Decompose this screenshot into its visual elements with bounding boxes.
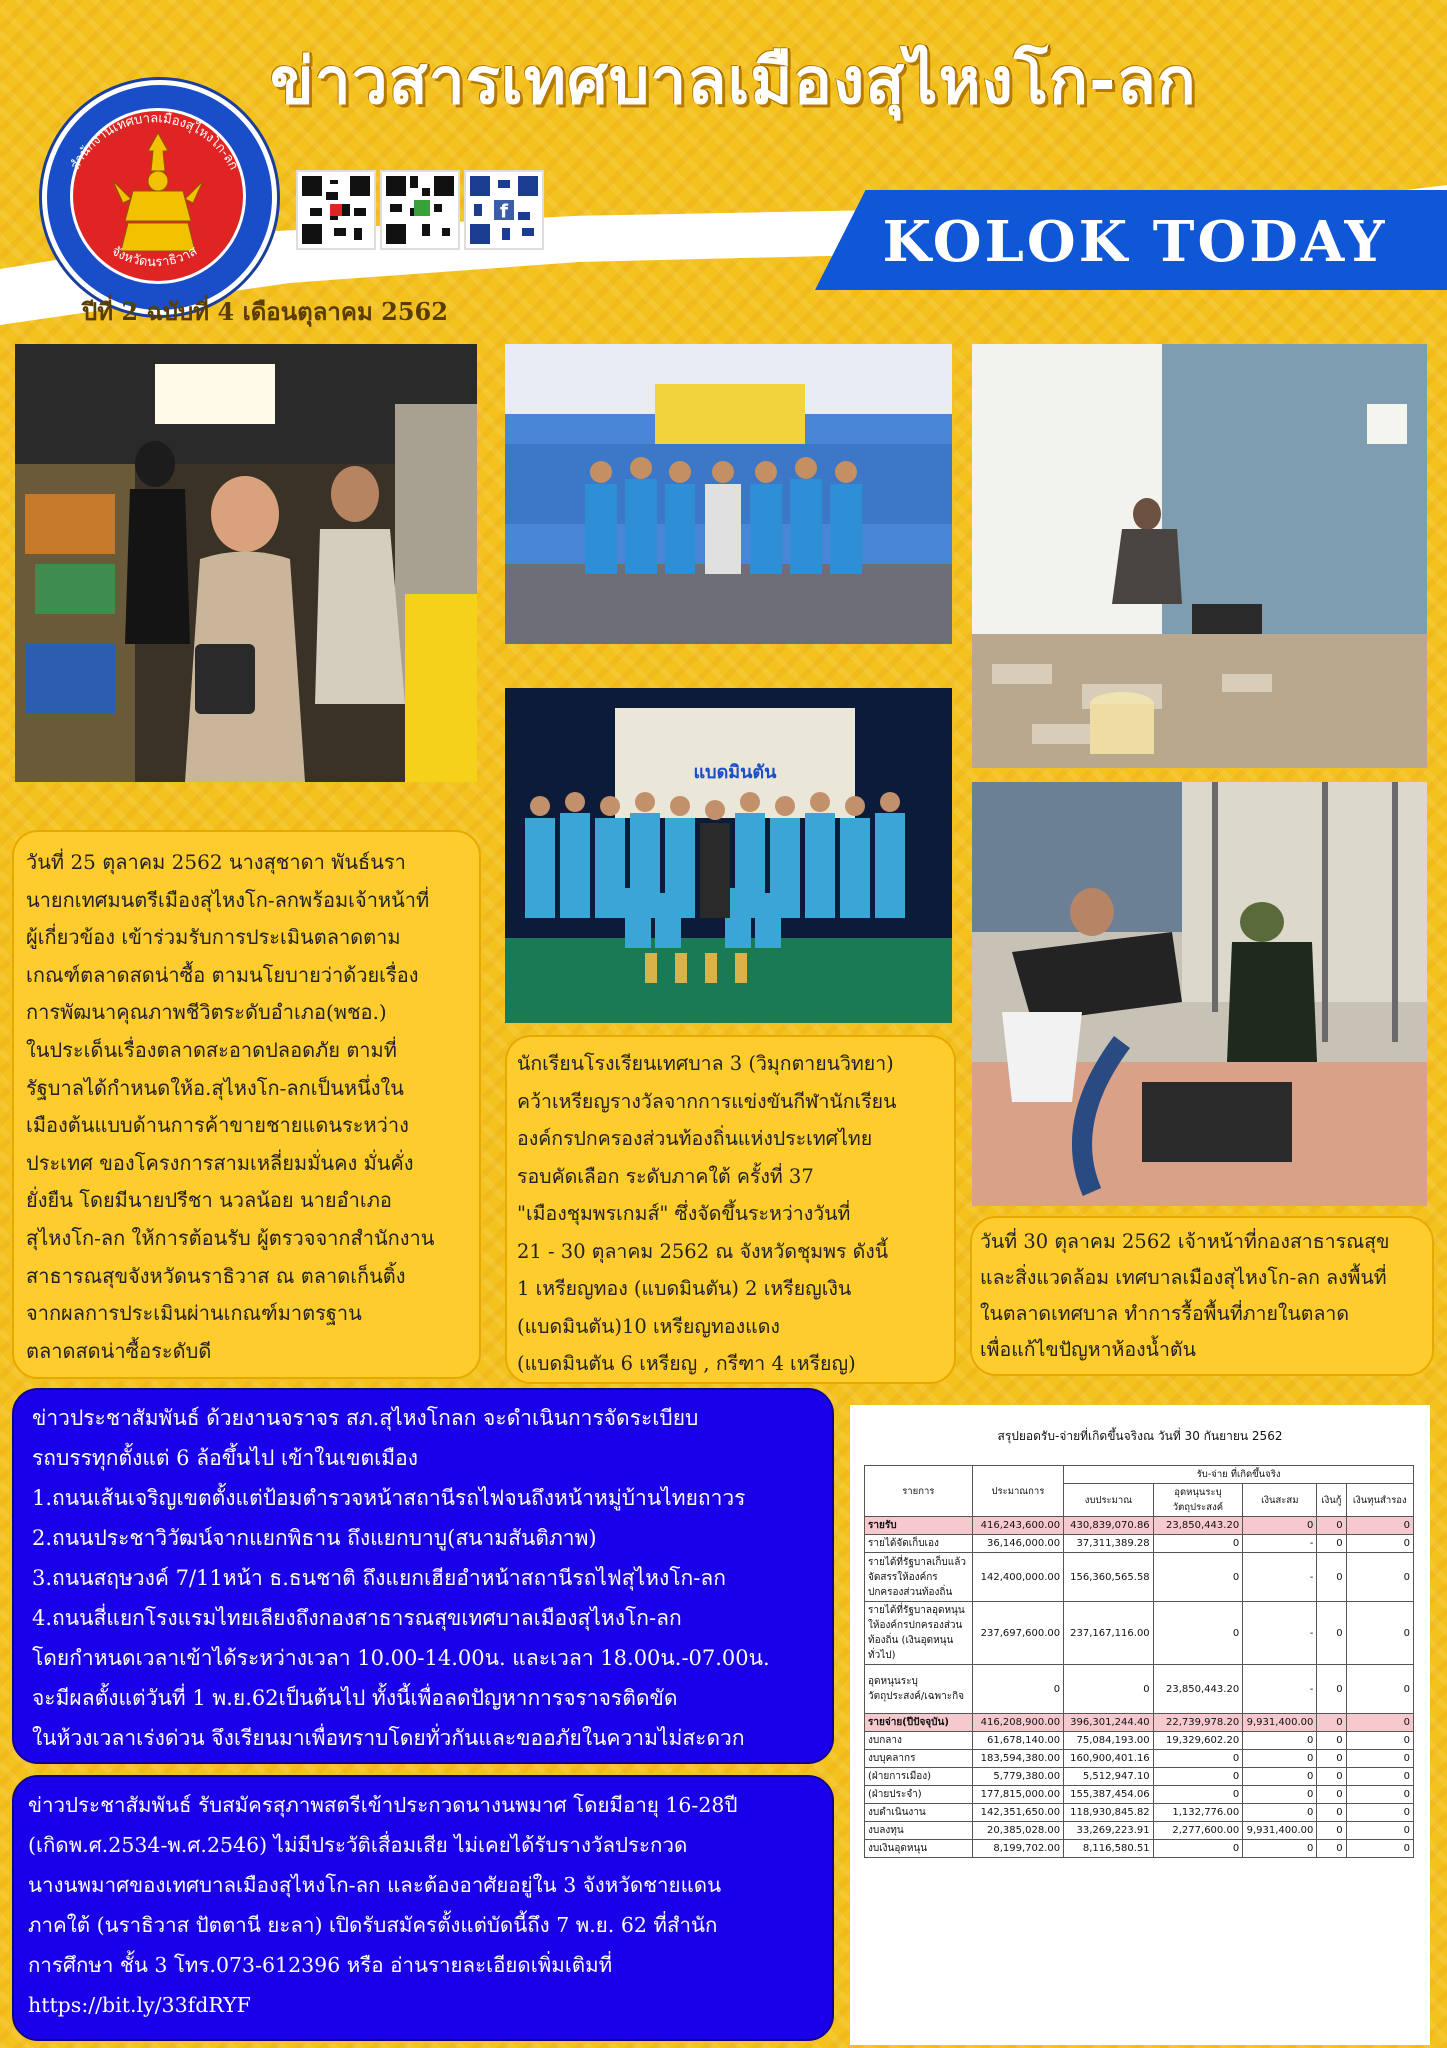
col-estimate: ประมาณการ bbox=[972, 1466, 1064, 1517]
qr-line[interactable] bbox=[380, 170, 460, 250]
cell-value: 142,400,000.00 bbox=[972, 1553, 1064, 1602]
cell-value: 33,269,223.91 bbox=[1064, 1822, 1154, 1840]
svg-text:สำนักงานเทศบาลเมืองสุไหงโก-ลก bbox=[68, 111, 241, 173]
table-row bbox=[865, 1804, 1414, 1822]
market-line: วันที่ 25 ตุลาคม 2562 นางสุชาดา พันธ์นรา bbox=[26, 850, 406, 874]
cell-value: 0 bbox=[1346, 1553, 1413, 1602]
qr-website[interactable] bbox=[296, 170, 376, 250]
traffic-line: 1.ถนนเส้นเจริญเขตตั้งแต่ป้อมตำรวจหน้าสถานีรถไฟจนถึงหน้าหมู่บ้านไทยถาวร bbox=[32, 1486, 746, 1510]
badminton-line: นักเรียนโรงเรียนเทศบาล 3 (วิมุกตายนวิทยา) bbox=[517, 1052, 894, 1075]
page-title: ข่าวสารเทศบาลเมืองสุไหงโก-ลก bbox=[270, 45, 1197, 119]
cell-value: 0 bbox=[1153, 1553, 1243, 1602]
cell-value: 142,351,650.00 bbox=[972, 1804, 1064, 1822]
pageant-line: นางนพมาศของเทศบาลเมืองสุไหงโก-ลก และต้องอาศัยอยู่ใน 3 จังหวัดชายแดน bbox=[28, 1873, 722, 1897]
badminton-line: (แบดมินตัน)10 เหรียญทองแดง bbox=[517, 1314, 780, 1338]
row-label: รายรับ bbox=[865, 1517, 973, 1535]
cell-value: 160,900,401.16 bbox=[1064, 1750, 1154, 1768]
cell-value: 0 bbox=[1153, 1750, 1243, 1768]
table-row bbox=[865, 1714, 1414, 1732]
market-article bbox=[12, 830, 481, 1379]
cell-value: 416,243,600.00 bbox=[972, 1517, 1064, 1535]
market-line: ยั่งยืน โดยมีนายปรีชา นวลน้อย นายอำเภอ bbox=[26, 1188, 392, 1213]
traffic-line: 4.ถนนสี่แยกโรงแรมไทยเลียงถึงกองสาธารณสุขเทศบาลเมืองสุไหงโก-ลก bbox=[32, 1606, 682, 1630]
cell-value: 0 bbox=[1346, 1750, 1413, 1768]
table-row bbox=[865, 1840, 1414, 1858]
finance-summary bbox=[850, 1405, 1430, 2045]
market-line: จากผลการประเมินผ่านเกณฑ์มาตรฐาน bbox=[26, 1301, 362, 1326]
cell-value: 0 bbox=[1243, 1732, 1317, 1750]
cell-value: 0 bbox=[1243, 1786, 1317, 1804]
issue-info: ปีที่ 2 ฉบับที่ 4 เดือนตุลาคม 2562 bbox=[82, 297, 448, 326]
cell-value: - bbox=[1243, 1665, 1317, 1714]
svg-text:จังหวัดนราธิวาส bbox=[109, 244, 200, 270]
row-label: รายได้ที่รัฐบาลอุดหนุนให้องค์กรปกครองส่วนท้องถิ่น (เงินอุดหนุนทั่วไป) bbox=[865, 1602, 973, 1665]
cell-value: 155,387,454.06 bbox=[1064, 1786, 1154, 1804]
market-line: เกณฑ์ตลาดสดน่าซื้อ ตามนโยบายว่าด้วยเรื่อง bbox=[26, 962, 419, 987]
cell-value: 177,815,000.00 bbox=[972, 1786, 1064, 1804]
cell-value: 37,311,389.28 bbox=[1064, 1535, 1154, 1553]
pageant-line: ข่าวประชาสัมพันธ์ รับสมัครสุภาพสตรีเข้าประกวดนางนพมาศ โดยมีอายุ 16-28ปี bbox=[28, 1793, 738, 1817]
pageant-announcement bbox=[12, 1775, 834, 2041]
cell-value: 0 bbox=[1317, 1822, 1346, 1840]
cell-value: 430,839,070.86 bbox=[1064, 1517, 1154, 1535]
seal-bottom-text: จังหวัดนราธิวาส bbox=[108, 243, 201, 271]
row-label: รายจ่าย(ปีปัจจุบัน) bbox=[865, 1714, 973, 1732]
cell-value: 237,697,600.00 bbox=[972, 1602, 1064, 1665]
pageant-line: https://bit.ly/33fdRYF bbox=[28, 1993, 251, 2017]
cell-value: 8,116,580.51 bbox=[1064, 1840, 1154, 1858]
cell-value: 22,739,978.20 bbox=[1153, 1714, 1243, 1732]
cell-value: 36,146,000.00 bbox=[972, 1535, 1064, 1553]
market-line: ในประเด็นเรื่องตลาดสะอาดปลอดภัย ตามที่ bbox=[26, 1037, 397, 1062]
row-label: รายได้จัดเก็บเอง bbox=[865, 1535, 973, 1553]
cell-value: 0 bbox=[1346, 1822, 1413, 1840]
cell-value: 0 bbox=[1346, 1732, 1413, 1750]
cell-value: 0 bbox=[1346, 1517, 1413, 1535]
cell-value: 0 bbox=[1346, 1714, 1413, 1732]
toilet-line: เพื่อแก้ไขปัญหาห้องน้ำตัน bbox=[980, 1338, 1196, 1361]
col-budget: งบประมาณ bbox=[1064, 1484, 1154, 1517]
team-photo bbox=[505, 688, 952, 1023]
badminton-line: คว้าเหรียญรางวัลจากการแข่งขันกีฬานักเรียน bbox=[517, 1089, 897, 1113]
market-line: รัฐบาลได้กำหนดให้อ.สุไหงโก-ลกเป็นหนึ่งใน bbox=[26, 1075, 404, 1100]
seal-top-text: สำนักงานเทศบาลเมืองสุไหงโก-ลก bbox=[67, 111, 242, 173]
cell-value: 0 bbox=[1346, 1665, 1413, 1714]
cell-value: 0 bbox=[1317, 1732, 1346, 1750]
badminton-line: รอบคัดเลือก ระดับภาคใต้ ครั้งที่ 37 bbox=[517, 1164, 814, 1188]
row-label: (ฝ่ายการเมือง) bbox=[865, 1768, 973, 1786]
finance-table bbox=[864, 1465, 1414, 1858]
table-row bbox=[865, 1732, 1414, 1750]
cell-value: 23,850,443.20 bbox=[1153, 1517, 1243, 1535]
cell-value: 1,132,776.00 bbox=[1153, 1804, 1243, 1822]
col-reserve: เงินทุนสำรอง bbox=[1346, 1484, 1413, 1517]
cell-value: 0 bbox=[1317, 1804, 1346, 1822]
traffic-line: 2.ถนนประชาวิวัฒน์จากแยกพิธาน ถึงแยกบาบู(สนามสันติภาพ) bbox=[32, 1526, 597, 1550]
toilet-line: ในตลาดเทศบาล ทำการรื้อพื้นที่ภายในตลาด bbox=[980, 1302, 1350, 1325]
cell-value: 9,931,400.00 bbox=[1243, 1714, 1317, 1732]
row-label: (ฝ่ายประจำ) bbox=[865, 1786, 973, 1804]
table-row bbox=[865, 1602, 1414, 1665]
cell-value: 0 bbox=[1346, 1840, 1413, 1858]
finance-title: สรุปยอดรับ-จ่ายที่เกิดขึ้นจริงณ วันที่ 30 กันยายน 2562 bbox=[997, 1429, 1283, 1443]
traffic-line: ในห้วงเวลาเร่งด่วน จึงเรียนมาเพื่อทราบโดยทั่วกันและขออภัยในความไม่สะดวก bbox=[32, 1726, 745, 1750]
badminton-line: "เมืองชุมพรเกมส์" ซึ่งจัดขึ้นระหว่างวันที่ bbox=[517, 1202, 851, 1225]
market-line: ผู้เกี่ยวข้อง เข้าร่วมรับการประเมินตลาดตาม bbox=[26, 925, 401, 950]
cell-value: 0 bbox=[1346, 1768, 1413, 1786]
qr-facebook[interactable] bbox=[464, 170, 544, 250]
pageant-line: (เกิดพ.ศ.2534-พ.ศ.2546) ไม่มีประวัติเสื่อมเสีย ไม่เคยได้รับรางวัลประกวด bbox=[28, 1833, 688, 1857]
badminton-article bbox=[505, 1035, 956, 1384]
cell-value: 156,360,565.58 bbox=[1064, 1553, 1154, 1602]
traffic-announcement bbox=[12, 1388, 834, 1764]
cell-value: 0 bbox=[1317, 1840, 1346, 1858]
cell-value: 0 bbox=[1317, 1553, 1346, 1602]
badminton-line: องค์กรปกครองส่วนท้องถิ่นแห่งประเทศไทย bbox=[517, 1127, 873, 1150]
row-label: งบกลาง bbox=[865, 1732, 973, 1750]
english-title: KOLOK TODAY bbox=[882, 209, 1388, 275]
cell-value: 0 bbox=[1243, 1840, 1317, 1858]
cell-value: 0 bbox=[972, 1665, 1064, 1714]
cell-value: - bbox=[1243, 1553, 1317, 1602]
row-label: งบเงินอุดหนุน bbox=[865, 1840, 973, 1858]
traffic-line: รถบรรทุกตั้งแต่ 6 ล้อขึ้นไป เข้าในเขตเมือง bbox=[32, 1446, 418, 1470]
table-row bbox=[865, 1665, 1414, 1714]
cell-value: 0 bbox=[1153, 1840, 1243, 1858]
toilet-line: และสิ่งแวดล้อม เทศบาลเมืองสุไหงโก-ลก ลงพื้นที่ bbox=[980, 1266, 1387, 1289]
cell-value: 0 bbox=[1346, 1786, 1413, 1804]
badminton-line: 1 เหรียญทอง (แบดมินตัน) 2 เหรียญเงิน bbox=[517, 1277, 852, 1300]
badminton-line: (แบดมินตัน 6 เหรียญ , กรีฑา 4 เหรียญ) bbox=[517, 1352, 856, 1375]
cell-value: 0 bbox=[1153, 1786, 1243, 1804]
cell-value: 118,930,845.82 bbox=[1064, 1804, 1154, 1822]
cell-value: 0 bbox=[1243, 1768, 1317, 1786]
cell-value: 5,779,380.00 bbox=[972, 1768, 1064, 1786]
traffic-line: 3.ถนนสฤษวงค์ 7/11หน้า ธ.ธนชาติ ถึงแยกเฮียอำหน้าสถานีรถไฟสุไหงโก-ลก bbox=[32, 1566, 726, 1590]
col-item: รายการ bbox=[865, 1466, 973, 1517]
col-loan: เงินกู้ bbox=[1317, 1484, 1346, 1517]
cell-value: - bbox=[1243, 1535, 1317, 1553]
market-photo bbox=[15, 344, 477, 782]
cell-value: 0 bbox=[1317, 1665, 1346, 1714]
row-label: งบดำเนินงาน bbox=[865, 1804, 973, 1822]
cell-value: 0 bbox=[1346, 1602, 1413, 1665]
col-accumulated: เงินสะสม bbox=[1243, 1484, 1317, 1517]
cell-value: 0 bbox=[1346, 1804, 1413, 1822]
cell-value: - bbox=[1243, 1602, 1317, 1665]
cell-value: 0 bbox=[1317, 1517, 1346, 1535]
toilet-article bbox=[970, 1216, 1434, 1376]
market-line: ตลาดสดน่าซื้อระดับดี bbox=[26, 1338, 212, 1363]
row-label: รายได้ที่รัฐบาลเก็บแล้วจัดสรรให้องค์กรปกครองส่วนท้องถิ่น bbox=[865, 1553, 973, 1602]
toilet-line: วันที่ 30 ตุลาคม 2562 เจ้าหน้าที่กองสาธารณสุข bbox=[980, 1230, 1390, 1253]
cell-value: 2,277,600.00 bbox=[1153, 1822, 1243, 1840]
col-subsidy: อุดหนุนระบุวัตถุประสงค์ bbox=[1153, 1484, 1243, 1517]
col-group-actual: รับ-จ่าย ที่เกิดขึ้นจริง bbox=[1064, 1466, 1414, 1484]
market-line: สุไหงโก-ลก ให้การต้อนรับ ผู้ตรวจจากสำนักงาน bbox=[26, 1225, 435, 1250]
market-line: นายกเทศมนตรีเมืองสุไหงโก-ลกพร้อมเจ้าหน้าที่ bbox=[26, 887, 430, 912]
table-row bbox=[865, 1750, 1414, 1768]
pageant-line: การศึกษา ชั้น 3 โทร.073-612396 หรือ อ่านรายละเอียดเพิ่มเติมที่ bbox=[28, 1953, 613, 1977]
table-row bbox=[865, 1786, 1414, 1804]
cell-value: 0 bbox=[1317, 1768, 1346, 1786]
cell-value: 0 bbox=[1153, 1602, 1243, 1665]
cell-value: 0 bbox=[1317, 1750, 1346, 1768]
cell-value: 23,850,443.20 bbox=[1153, 1665, 1243, 1714]
traffic-line: โดยกำหนดเวลาเข้าได้ระหว่างเวลา 10.00-14.00น. และเวลา 18.00น.-07.00น. bbox=[32, 1646, 770, 1670]
toilet-repair-photo-2 bbox=[972, 782, 1427, 1206]
seal-ring-text bbox=[42, 80, 267, 305]
cell-value: 20,385,028.00 bbox=[972, 1822, 1064, 1840]
table-row bbox=[865, 1768, 1414, 1786]
cell-value: 237,167,116.00 bbox=[1064, 1602, 1154, 1665]
awards-photo bbox=[505, 344, 952, 644]
toilet-repair-photo-1 bbox=[972, 344, 1427, 768]
cell-value: 0 bbox=[1317, 1602, 1346, 1665]
cell-value: 0 bbox=[1243, 1804, 1317, 1822]
cell-value: 396,301,244.40 bbox=[1064, 1714, 1154, 1732]
traffic-line: จะมีผลตั้งแต่วันที่ 1 พ.ย.62เป็นต้นไป ทั้งนี้เพื่อลดปัญหาการจราจรติดขัด bbox=[32, 1686, 678, 1710]
table-row bbox=[865, 1535, 1414, 1553]
cell-value: 0 bbox=[1346, 1535, 1413, 1553]
market-line: การพัฒนาคุณภาพชีวิตระดับอำเภอ(พชอ.) bbox=[26, 1000, 387, 1025]
cell-value: 416,208,900.00 bbox=[972, 1714, 1064, 1732]
cell-value: 8,199,702.00 bbox=[972, 1840, 1064, 1858]
cell-value: 0 bbox=[1317, 1786, 1346, 1804]
pageant-line: ภาคใต้ (นราธิวาส ปัตตานี ยะลา) เปิดรับสมัครตั้งแต่บัดนี้ถึง 7 พ.ย. 62 ที่สำนัก bbox=[28, 1913, 718, 1937]
cell-value: 183,594,380.00 bbox=[972, 1750, 1064, 1768]
row-label: งบบุคลากร bbox=[865, 1750, 973, 1768]
table-row bbox=[865, 1822, 1414, 1840]
badminton-banner-text: แบดมินตัน bbox=[693, 762, 777, 783]
cell-value: 19,329,602.20 bbox=[1153, 1732, 1243, 1750]
market-line: ประเทศ ของโครงการสามเหลี่ยมมั่นคง มั่นคั่ง bbox=[26, 1150, 414, 1175]
cell-value: 0 bbox=[1153, 1535, 1243, 1553]
cell-value: 75,084,193.00 bbox=[1064, 1732, 1154, 1750]
table-row bbox=[865, 1517, 1414, 1535]
facebook-icon: f bbox=[499, 201, 509, 223]
cell-value: 0 bbox=[1317, 1714, 1346, 1732]
cell-value: 0 bbox=[1243, 1750, 1317, 1768]
cell-value: 61,678,140.00 bbox=[972, 1732, 1064, 1750]
market-line: สาธารณสุขจังหวัดนราธิวาส ณ ตลาดเก็นติ้ง bbox=[26, 1263, 406, 1288]
market-line: เมืองต้นแบบด้านการค้าขายชายแดนระหว่าง bbox=[26, 1113, 409, 1138]
traffic-line: ข่าวประชาสัมพันธ์ ด้วยงานจราจร สภ.สุไหงโกลก จะดำเนินการจัดระเบียบ bbox=[32, 1406, 699, 1430]
cell-value: 0 bbox=[1317, 1535, 1346, 1553]
row-label: งบลงทุน bbox=[865, 1822, 973, 1840]
cell-value: 0 bbox=[1243, 1517, 1317, 1535]
row-label: อุดหนุนระบุวัตถุประสงค์/เฉพาะกิจ bbox=[865, 1665, 973, 1714]
cell-value: 0 bbox=[1153, 1768, 1243, 1786]
badminton-line: 21 - 30 ตุลาคม 2562 ณ จังหวัดชุมพร ดังนี้ bbox=[517, 1239, 889, 1263]
table-row bbox=[865, 1553, 1414, 1602]
cell-value: 5,512,947.10 bbox=[1064, 1768, 1154, 1786]
cell-value: 0 bbox=[1064, 1665, 1154, 1714]
cell-value: 9,931,400.00 bbox=[1243, 1822, 1317, 1840]
